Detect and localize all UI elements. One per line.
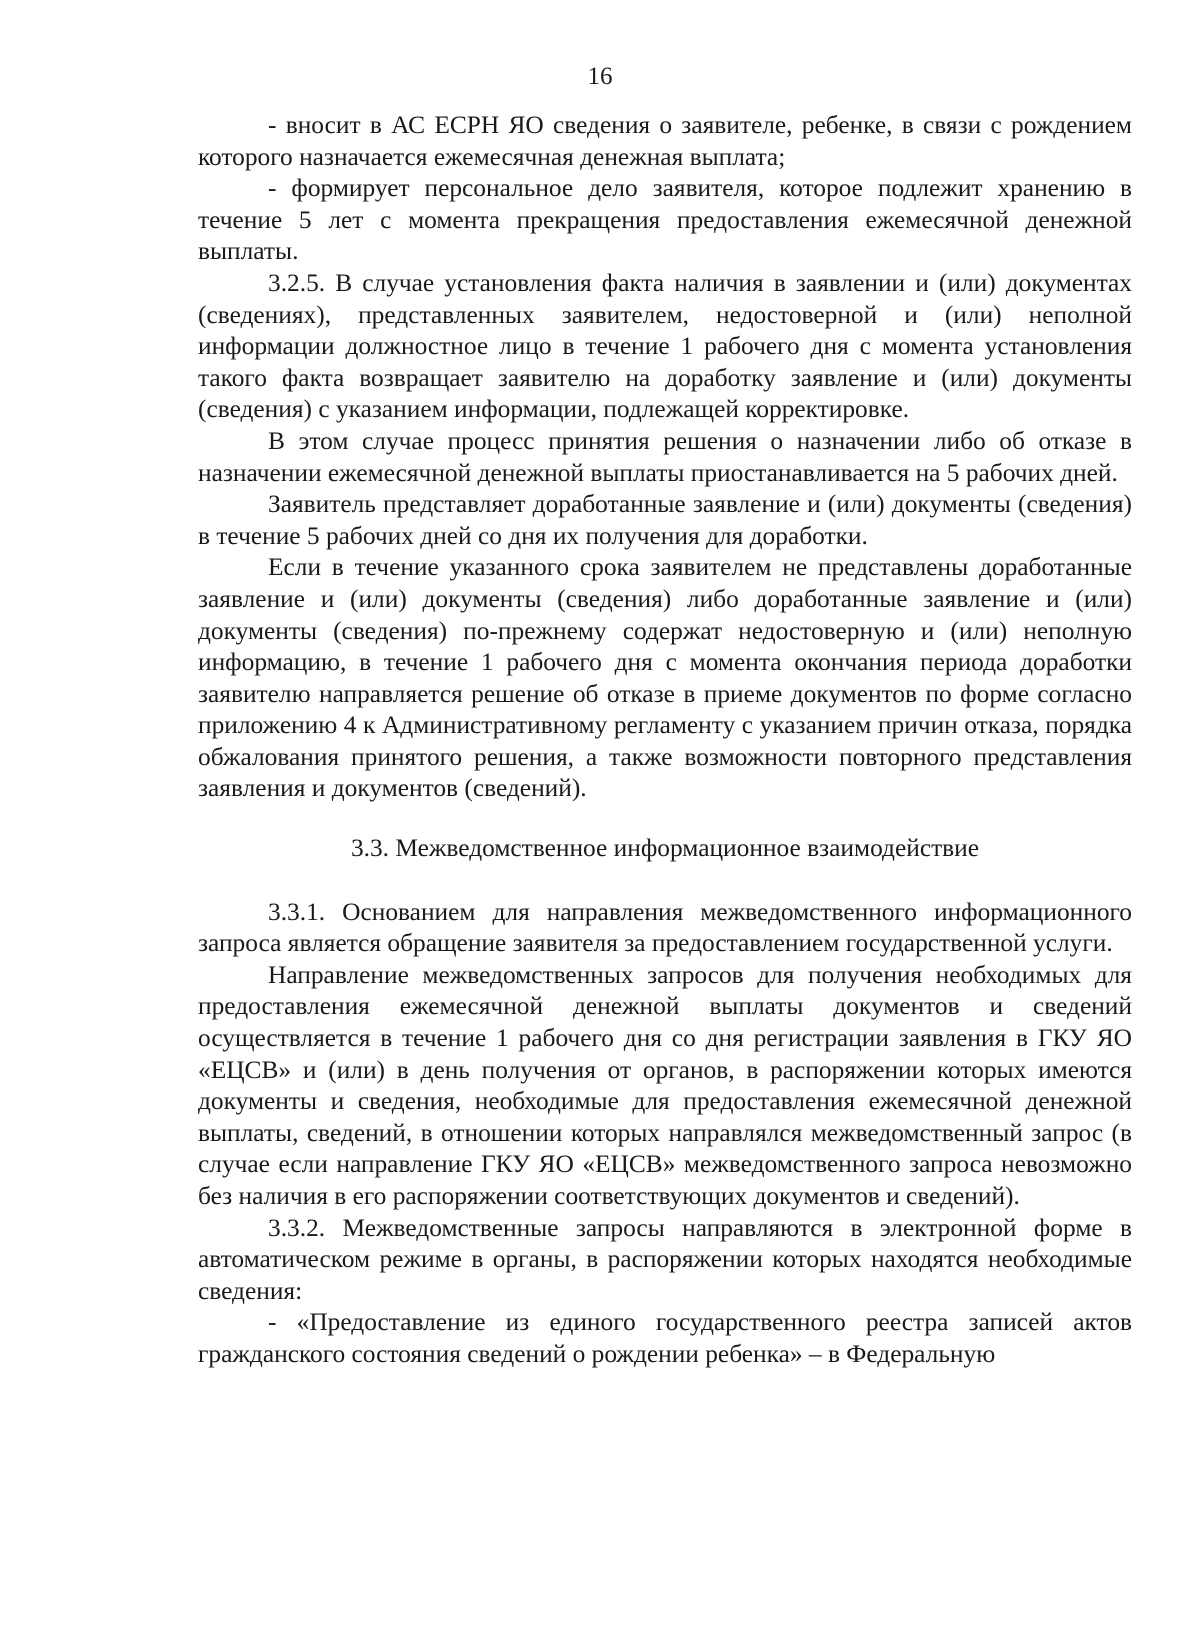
paragraph-requests-timing: Направление межведомственных запросов для получения необходимых для предоставления ежемесячной денежной выплаты документов и сведений осуществляется в течение 1 рабочего дня со дня регистрации заявления в ГКУ ЯО «ЕЦСВ» и (или) в день получения от органов, в распоряжении которых имеются документы и сведения, необходимые для предоставления ежемесячной денежной выплаты, сведений, в отношении которых направлялся межведомственный запрос (в случае если направление ГКУ ЯО «ЕЦСВ» межведомственного запроса невозможно без наличия в его распоряжении соответствующих документов и сведений). — [198, 960, 1132, 1210]
paragraph-3-3-2: 3.3.2. Межведомственные запросы направляются в электронной форме в автоматическом режиме в органы, в распоряжении которых находятся необходимые сведения: — [198, 1213, 1132, 1305]
paragraph-suspension: В этом случае процесс принятия решения о назначении либо об отказе в назначении ежемесячной денежной выплаты приостанавливается на 5 рабочих дней. — [198, 426, 1132, 487]
paragraph-personal-file: - формирует персональное дело заявителя, которое подлежит хранению в течение 5 лет с момента прекращения предоставления ежемесячной денежной выплаты. — [198, 174, 1132, 266]
paragraph-3-2-5: 3.2.5. В случае установления факта наличия в заявлении и (или) документах (сведениях), представленных заявителем, недостоверной и (или) неполной информации должностное лицо в течение 1 рабочего дня с момента установления такого факта возвращает заявителю на доработку заявление и (или) документы (сведения) с указанием информации, подлежащей корректировке. — [198, 268, 1132, 424]
paragraph-resubmission: Заявитель представляет доработанные заявление и (или) документы (сведения) в течение 5 рабочих дней со дня их получения для доработки. — [198, 490, 1132, 550]
paragraph-birth-registry-request: - «Предоставление из единого государственного реестра записей актов гражданского состояния сведений о рождении ребенка» – в Федеральную — [198, 1308, 1132, 1368]
paragraph-enter-applicant-data: - вносит в АС ЕСРН ЯО сведения о заявителе, ребенке, в связи с рождением которого назначается ежемесячная денежная выплата; — [198, 111, 1132, 171]
paragraph-3-3-1: 3.3.1. Основанием для направления межведомственного информационного запроса является обращение заявителя за предоставлением государственной услуги. — [198, 897, 1132, 958]
document-body — [198, 110, 1132, 1371]
page-number: 16 — [587, 63, 613, 90]
paragraph-refusal: Если в течение указанного срока заявителем не представлены доработанные заявление и (или) документы (сведения) либо доработанные заявление и (или) документы (сведения) по-прежнему содержат недостоверную и (или) неполную информацию, в течение 1 рабочего дня с момента окончания периода доработки заявителю направляется решение об отказе в приеме документов по форме согласно приложению 4 к Административному регламенту с указанием причин отказа, порядка обжалования принятого решения, а также возможности повторного представления заявления и документов (сведений). — [198, 553, 1132, 803]
section-heading: 3.3. Межведомственное информационное взаимодействие — [350, 834, 980, 863]
